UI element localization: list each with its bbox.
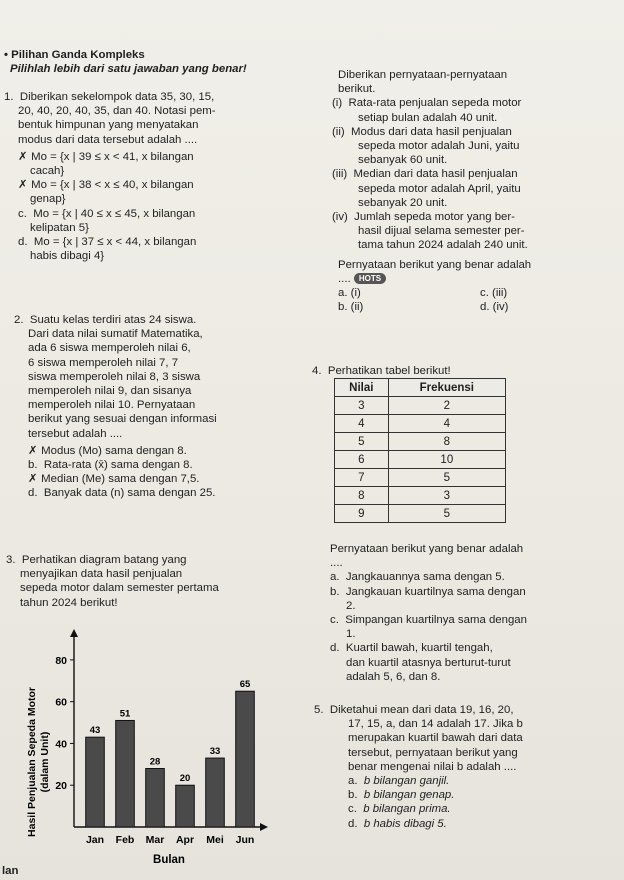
table-cell: 8: [388, 433, 505, 451]
q5-line-1: 5. Diketahui mean dari data 19, 16, 20,: [314, 704, 514, 716]
q1-option-a[interactable]: ✗ Mo = {x | 39 ≤ x < 41, x bilangan: [18, 150, 194, 163]
chart-xtick-label: Apr: [175, 834, 195, 846]
chart-ylabel-line1: Hasil Penjualan Sepeda Motor: [26, 687, 38, 837]
q2-line-5: siswa memperoleh nilai 8, 3 siswa: [28, 370, 201, 383]
q4-option-d-cont-2: adalah 5, 6, dan 8.: [346, 670, 441, 683]
q1-option-d-cont: habis dibagi 4}: [30, 250, 105, 263]
cross-mark-icon: ✗: [28, 444, 38, 457]
chart-ytick-label: 60: [55, 696, 67, 709]
statement-iv: (iv) Jumlah sepeda motor yang ber-: [332, 211, 515, 224]
qr1-question: Pernyataan berikut yang benar adalah: [338, 258, 532, 271]
q2-line-1: 2. Suatu kelas terdiri atas 24 siswa.: [14, 314, 197, 326]
table-cell: 9: [335, 505, 389, 523]
chart-bars: [86, 691, 255, 827]
q1-line-1: 1. Diberikan sekelompok data 35, 30, 15,: [4, 91, 215, 103]
q3-line-4: tahun 2024 berikut!: [20, 596, 118, 609]
section-instruction: Pilihlah lebih dari satu jawaban yang benar!: [10, 63, 247, 76]
q1-line-3: bentuk himpunan yang menyatakan: [18, 119, 199, 132]
table-row: [335, 505, 506, 523]
statement-iv-cont-2: tama tahun 2024 adalah 240 unit.: [358, 239, 528, 252]
table-cell: 7: [335, 469, 389, 487]
section-header: [4, 48, 247, 76]
table-row: [335, 451, 506, 469]
table-cell: 6: [335, 451, 389, 469]
question-1: [4, 90, 216, 263]
chart-ylabel-group: [26, 687, 51, 837]
chart-data-label: 43: [89, 725, 101, 737]
q4-option-d-cont-1: dan kuartil atasnya berturut-turut: [346, 656, 511, 669]
question-4-intro: [312, 364, 451, 378]
question-statements: [312, 68, 531, 314]
q1-line-2: 20, 40, 20, 40, 35, dan 40. Notasi pem-: [18, 105, 216, 118]
chart-bar: [146, 769, 165, 827]
chart-data-label: 33: [209, 746, 221, 758]
q4-intro: 4. Perhatikan tabel berikut!: [312, 365, 451, 377]
table-row: [335, 487, 506, 505]
chart-bar: [86, 737, 105, 827]
q2-line-8: berikut yang sesuai dengan informasi: [28, 413, 217, 426]
q5-option-a[interactable]: a. b bilangan ganjil.: [348, 775, 450, 788]
qr1-line-2: berikut.: [338, 83, 376, 96]
cross-mark-icon: ✗: [18, 179, 28, 192]
chart-xticks: [86, 834, 254, 846]
qr1-option-b[interactable]: b. (ii): [338, 301, 364, 314]
statement-iv-cont-1: hasil dijual selama semester per-: [358, 225, 525, 238]
chart-data-label: 51: [119, 708, 131, 720]
chart-bar: [236, 691, 255, 827]
q5-option-b[interactable]: b. b bilangan genap.: [348, 789, 455, 802]
chart-ylabel-line2: (dalam Unit): [39, 731, 51, 793]
statement-iii-cont-1: sepeda motor adalah April, yaitu: [358, 182, 521, 195]
table-row: [335, 397, 506, 415]
chart-ytick-label: 20: [55, 780, 67, 793]
table-cell: 5: [388, 505, 505, 523]
chart-xlabel: Bulan: [153, 854, 185, 866]
q4-option-a[interactable]: a. Jangkauannya sama dengan 5.: [330, 571, 505, 584]
statement-iii: (iii) Median dari data hasil penjualan: [332, 168, 518, 181]
y-axis-arrow-icon: [70, 629, 78, 637]
chart-bar: [176, 785, 195, 827]
q2-line-4: 6 siswa memperoleh nilai 7, 7: [28, 356, 179, 369]
section-title: • Pilihan Ganda Kompleks: [4, 49, 145, 61]
q4-option-b[interactable]: b. Jangkauan kuartilnya sama dengan: [330, 585, 526, 598]
table-cell: 3: [335, 397, 389, 415]
q2-option-a[interactable]: ✗ Modus (Mo) sama dengan 8.: [28, 444, 187, 457]
q1-option-c-cont: kelipatan 5}: [30, 221, 89, 234]
chart-bar: [116, 720, 135, 827]
chart-data-label: 28: [149, 756, 161, 768]
question-2: [14, 313, 217, 501]
q4-dots: ....: [330, 557, 343, 570]
table-cell: 4: [335, 415, 389, 433]
chart-xtick-label: Feb: [115, 834, 135, 846]
question-3: [6, 553, 219, 610]
q3-line-2: menyajikan data hasil penjualan: [20, 568, 183, 581]
q2-line-2: Dari data nilai sumatif Matematika,: [28, 328, 203, 341]
q1-option-b[interactable]: ✗ Mo = {x | 38 < x ≤ 40, x bilangan: [18, 179, 194, 192]
qr1-options-row-1: [312, 286, 531, 300]
chart-yticks: [55, 655, 74, 792]
q5-option-d[interactable]: d. b habis dibagi 5.: [348, 817, 447, 830]
table-cell: 5: [388, 469, 505, 487]
table-cell: 3: [388, 487, 505, 505]
q2-line-7: memperoleh nilai 10. Pernyataan: [28, 399, 196, 412]
sales-bar-chart: [22, 627, 272, 870]
q1-option-c[interactable]: c. Mo = {x | 40 ≤ x ≤ 45, x bilangan: [18, 207, 196, 220]
qr1-option-c[interactable]: c. (iii): [480, 287, 508, 300]
chart-data-label: 65: [239, 679, 251, 691]
q1-option-d[interactable]: d. Mo = {x | 37 ≤ x < 44, x bilangan: [18, 236, 197, 249]
qr1-hots-line: .... HOTS: [312, 272, 531, 286]
qr1-line-1: Diberikan pernyataan-pernyataan: [338, 69, 508, 81]
cross-mark-icon: ✗: [18, 150, 28, 163]
table-row: [335, 415, 506, 433]
table-header-nilai: Nilai: [335, 379, 389, 397]
chart-ytick-label: 80: [55, 654, 67, 667]
q4-question: Pernyataan berikut yang benar adalah: [330, 543, 524, 555]
q2-line-9: tersebut adalah ....: [28, 427, 123, 440]
chart-xtick-label: Jan: [85, 834, 105, 846]
q2-option-b[interactable]: b. Rata-rata (x̄) sama dengan 8.: [28, 459, 193, 472]
frequency-table: [334, 378, 506, 523]
cross-mark-icon: ✗: [28, 473, 38, 486]
q2-line-6: memperoleh nilai 9, dan sisanya: [28, 385, 192, 398]
table-cell: 4: [388, 415, 505, 433]
q5-line-3: merupakan kuartil bawah dari data: [348, 732, 523, 745]
q5-option-c[interactable]: c. b bilangan prima.: [348, 803, 451, 816]
table-cell: 2: [388, 397, 505, 415]
statement-ii-cont-1: sepeda motor adalah Juni, yaitu: [358, 140, 520, 153]
chart-data-labels: [90, 679, 251, 784]
chart-xtick-label: Jun: [235, 834, 255, 846]
statement-i: (i) Rata-rata penjualan sepeda motor: [332, 97, 522, 110]
qr1-option-a[interactable]: a. (i): [338, 287, 361, 300]
table-row: [335, 469, 506, 487]
statement-iii-cont-2: sebanyak 20 unit.: [358, 196, 448, 209]
q4-option-d[interactable]: d. Kuartil bawah, kuartil tengah,: [330, 642, 493, 655]
table-header-row: [335, 379, 506, 397]
table-cell: 5: [335, 433, 389, 451]
hots-badge: HOTS: [354, 273, 386, 284]
question-5: [314, 703, 523, 831]
table-header-frekuensi: Frekuensi: [388, 379, 505, 397]
q5-line-4: tersebut, pernyataan berikut yang: [348, 746, 518, 759]
q4-option-b-cont: 2.: [346, 599, 356, 612]
chart-bar: [206, 758, 225, 827]
page-corner-text: lan: [2, 865, 19, 877]
q3-line-3: sepeda motor dalam semester pertama: [20, 582, 219, 595]
table-row: [335, 433, 506, 451]
qr1-option-d[interactable]: d. (iv): [480, 301, 509, 314]
qr1-options-row-2: [312, 300, 531, 314]
q2-option-d[interactable]: d. Banyak data (n) sama dengan 25.: [28, 487, 216, 500]
q1-line-4: modus dari data tersebut adalah ....: [18, 133, 198, 146]
chart-xtick-label: Mei: [206, 834, 224, 846]
x-axis-arrow-icon: [260, 823, 268, 831]
q5-line-2: 17, 15, a, dan 14 adalah 17. Jika b: [348, 718, 523, 731]
q2-option-c[interactable]: ✗ Median (Me) sama dengan 7,5.: [28, 473, 200, 486]
chart-ytick-label: 40: [55, 738, 67, 751]
q4-option-c[interactable]: c. Simpangan kuartilnya sama dengan: [330, 614, 527, 627]
chart-xtick-label: Mar: [145, 834, 165, 846]
q1-option-b-cont: genap}: [30, 193, 66, 206]
table-cell: 10: [388, 451, 505, 469]
q3-line-1: 3. Perhatikan diagram batang yang: [6, 554, 187, 566]
statement-i-cont: setiap bulan adalah 40 unit.: [358, 111, 498, 124]
statement-ii-cont-2: sebanyak 60 unit.: [358, 154, 448, 167]
statement-ii: (ii) Modus dari data hasil penjualan: [332, 125, 512, 138]
chart-data-label: 20: [179, 773, 191, 785]
q4-option-c-cont: 1.: [346, 628, 356, 641]
question-4-body: [312, 542, 527, 684]
q5-line-5: benar mengenai nilai b adalah ....: [348, 760, 517, 773]
q1-option-a-cont: cacah}: [30, 165, 65, 178]
table-cell: 8: [335, 487, 389, 505]
q2-line-3: ada 6 siswa memperoleh nilai 6,: [28, 342, 191, 355]
